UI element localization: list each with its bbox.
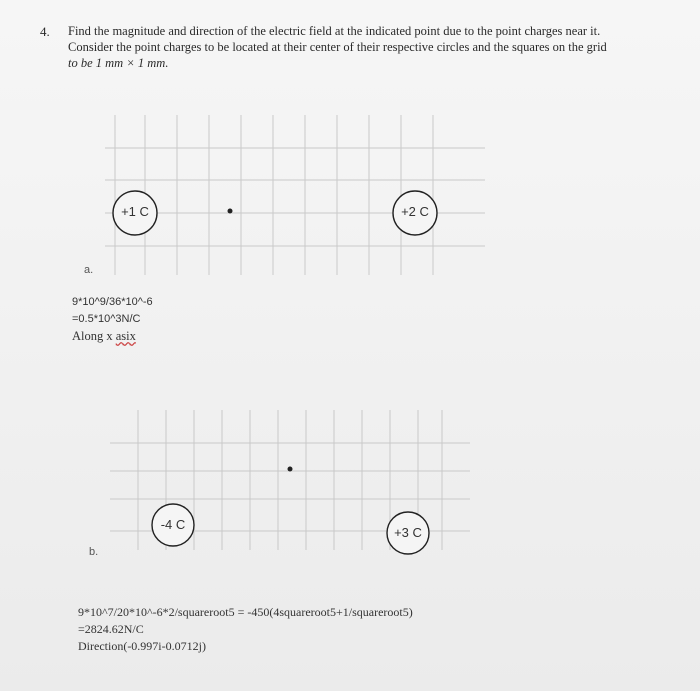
problem-line-3: to be 1 mm × 1 mm. xyxy=(68,56,169,70)
part-b-work-line-3: Direction(-0.997i-0.0712j) xyxy=(78,639,206,653)
part-a-direction-prefix: Along x xyxy=(72,329,116,343)
part-a-work-line-1: 9*10^9/36*10^-6 xyxy=(72,296,153,308)
part-a-work-line-3 xyxy=(72,328,153,345)
part-a-label: a. xyxy=(84,264,94,276)
problem-statement xyxy=(68,23,693,71)
field-point-b xyxy=(288,467,293,472)
field-point-a xyxy=(228,209,233,214)
problem-line-2: Consider the point charges to be located at their center of their respective circles and the squares on the grid xyxy=(68,40,607,54)
grid-part-a xyxy=(95,110,490,280)
grid-a-svg xyxy=(95,110,490,280)
charge-a-right-label: +2 C xyxy=(401,204,429,219)
part-b-work-line-2: =2824.62N/C xyxy=(78,622,144,636)
problem-number: 4. xyxy=(40,24,50,39)
part-a-work-line-2: =0.5*10^3N/C xyxy=(72,313,141,325)
grid-part-b xyxy=(100,405,475,555)
charge-b-left-label: -4 C xyxy=(160,517,186,532)
charge-a-left-label: +1 C xyxy=(121,204,149,219)
part-b-label: b. xyxy=(89,546,99,558)
part-b-answer xyxy=(78,604,413,655)
part-b-work-line-1: 9*10^7/20*10^-6*2/squareroot5 = -450(4squareroot5+1/squareroot5) xyxy=(78,605,413,619)
problem-line-1: Find the magnitude and direction of the electric field at the indicated point due to the point charges near it. xyxy=(68,24,601,38)
part-a-answer xyxy=(72,294,153,345)
charge-b-right-label: +3 C xyxy=(394,525,422,540)
part-a-direction-word: asix xyxy=(115,329,136,343)
